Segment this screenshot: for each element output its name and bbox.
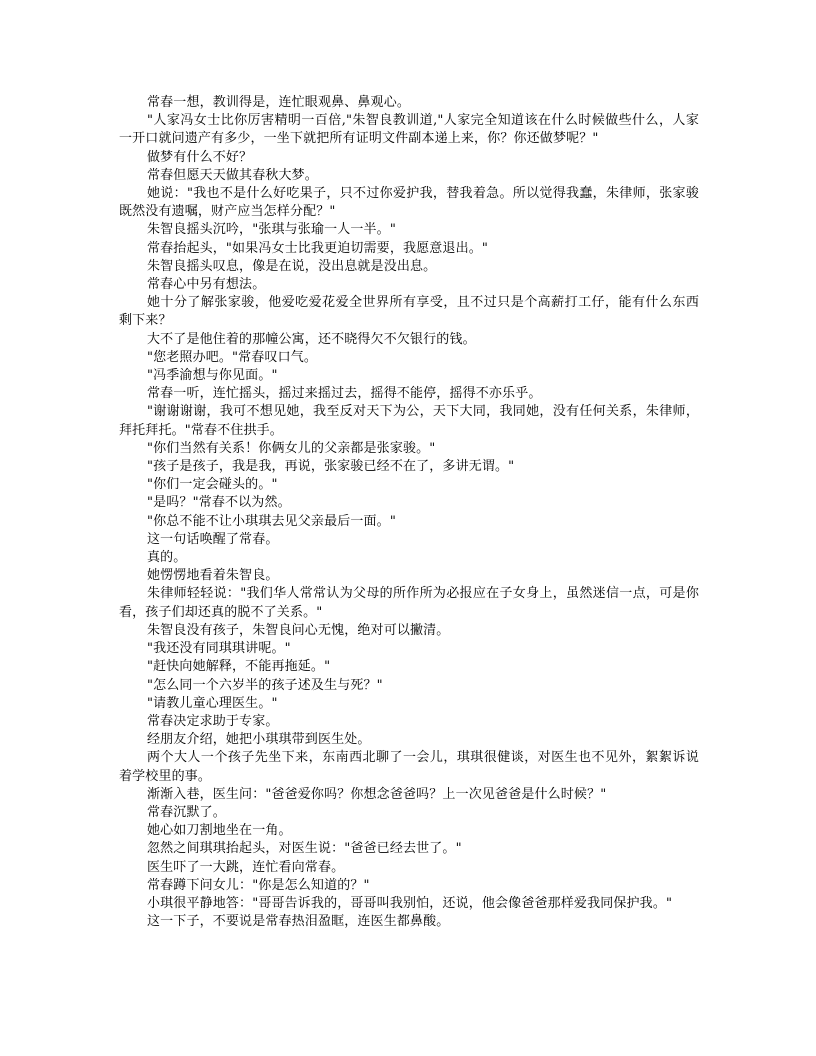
paragraph: 这一下子，不要说是常春热泪盈眶，连医生都鼻酸。: [147, 914, 450, 930]
paragraph: 她愣愣地看着朱智良。: [147, 568, 279, 584]
paragraph: 渐渐入巷，医生问："爸爸爱你吗？你想念爸爸吗？上一次见爸爸是什么时候？": [147, 786, 607, 802]
paragraph: 小琪很平静地答："哥哥告诉我的，哥哥叫我别怕，还说，他会像爸爸那样爱我同保护我。": [147, 895, 673, 911]
paragraph: 常春但愿天天做其春秋大梦。: [147, 167, 318, 183]
paragraph: "人家冯女士比你厉害精明一百倍,"朱智良教训道,"人家完全知道该在什么时候做些什么，人家一开口就问遗产有多少，一坐下就把所有证明文件副本递上来，你？你还做梦呢？": [119, 113, 699, 147]
paragraph: 她十分了解张家骏，他爱吃爱花爱全世界所有享受，且不过只是个高薪打工仔，能有什么东西剩下来？: [119, 295, 699, 329]
paragraph: 常春蹲下问女儿："你是怎么知道的？": [147, 877, 370, 893]
paragraph: 医生吓了一大跳，连忙看向常春。: [147, 859, 345, 875]
paragraph: "冯季渝想与你见面。": [147, 368, 278, 384]
paragraph: 朱智良摇头叹息，像是在说，没出息就是没出息。: [147, 258, 437, 274]
paragraph: 朱智良没有孩子，朱智良问心无愧，绝对可以撇清。: [147, 622, 450, 638]
paragraph: "你们当然有关系！你俩女儿的父亲都是张家骏。": [147, 440, 436, 456]
paragraph: 朱律师轻轻说："我们华人常常认为父母的所作所为必报应在子女身上，虽然迷信一点，可是你看，孩子们却还真的脱不了关系。": [119, 586, 699, 620]
paragraph: 真的。: [147, 550, 187, 566]
paragraph: 常春抬起头，"如果冯女士比我更迫切需要，我愿意退出。": [147, 240, 489, 256]
paragraph: 常春决定求助于专家。: [147, 713, 279, 729]
paragraph: 做梦有什么不好？: [147, 149, 253, 165]
paragraph: "是吗？"常春不以为然。: [147, 495, 291, 511]
paragraph: 这一句话唤醒了常春。: [147, 531, 279, 547]
paragraph: "我还没有同琪琪讲呢。": [147, 641, 291, 657]
document-page: [119, 94, 699, 931]
paragraph: 常春一想，教训得是，连忙眼观鼻、鼻观心。: [147, 95, 411, 110]
paragraph: 常春一听，连忙摇头，摇过来摇过去，摇得不能停，摇得不亦乐乎。: [147, 386, 542, 402]
paragraph: 经朋友介绍，她把小琪琪带到医生处。: [147, 732, 371, 748]
paragraph: "请教儿童心理医生。": [147, 695, 278, 711]
paragraph: "孩子是孩子，我是我，再说，张家骏已经不在了，多讲无谓。": [147, 459, 515, 475]
paragraph: 大不了是他住着的那幢公寓，还不晓得欠不欠银行的钱。: [147, 331, 476, 347]
paragraph: 她心如刀割地坐在一角。: [147, 823, 292, 839]
paragraph: "您老照办吧。"常春叹口气。: [147, 349, 318, 365]
paragraph: "你们一定会碰头的。": [147, 477, 278, 493]
paragraph: "你总不能不让小琪琪去见父亲最后一面。": [147, 513, 396, 529]
paragraph: "赶快向她解释，不能再拖延。": [147, 659, 331, 675]
paragraph: 常春心中另有想法。: [147, 277, 266, 293]
paragraph: "谢谢谢谢，我可不想见她，我至反对天下为公，天下大同，我同她，没有任何关系，朱律师，拜托拜托。"常春不住拱手。: [119, 404, 699, 438]
paragraph: 常春沉默了。: [147, 804, 226, 820]
paragraph: 朱智良摇头沉吟，"张琪与张瑜一人一半。": [147, 222, 396, 238]
paragraph: "怎么同一个六岁半的孩子述及生与死？": [147, 677, 383, 693]
paragraph: 她说："我也不是什么好吃果子，只不过你爱护我，替我着急。所以觉得我蠢，朱律师，张家骏既然没有遗嘱，财产应当怎样分配？": [119, 186, 699, 220]
paragraph: 两个大人一个孩子先坐下来，东南西北聊了一会儿，琪琪很健谈，对医生也不见外，絮絮诉说着学校里的事。: [119, 750, 699, 784]
paragraph: 忽然之间琪琪抬起头，对医生说："爸爸已经去世了。": [147, 841, 462, 857]
